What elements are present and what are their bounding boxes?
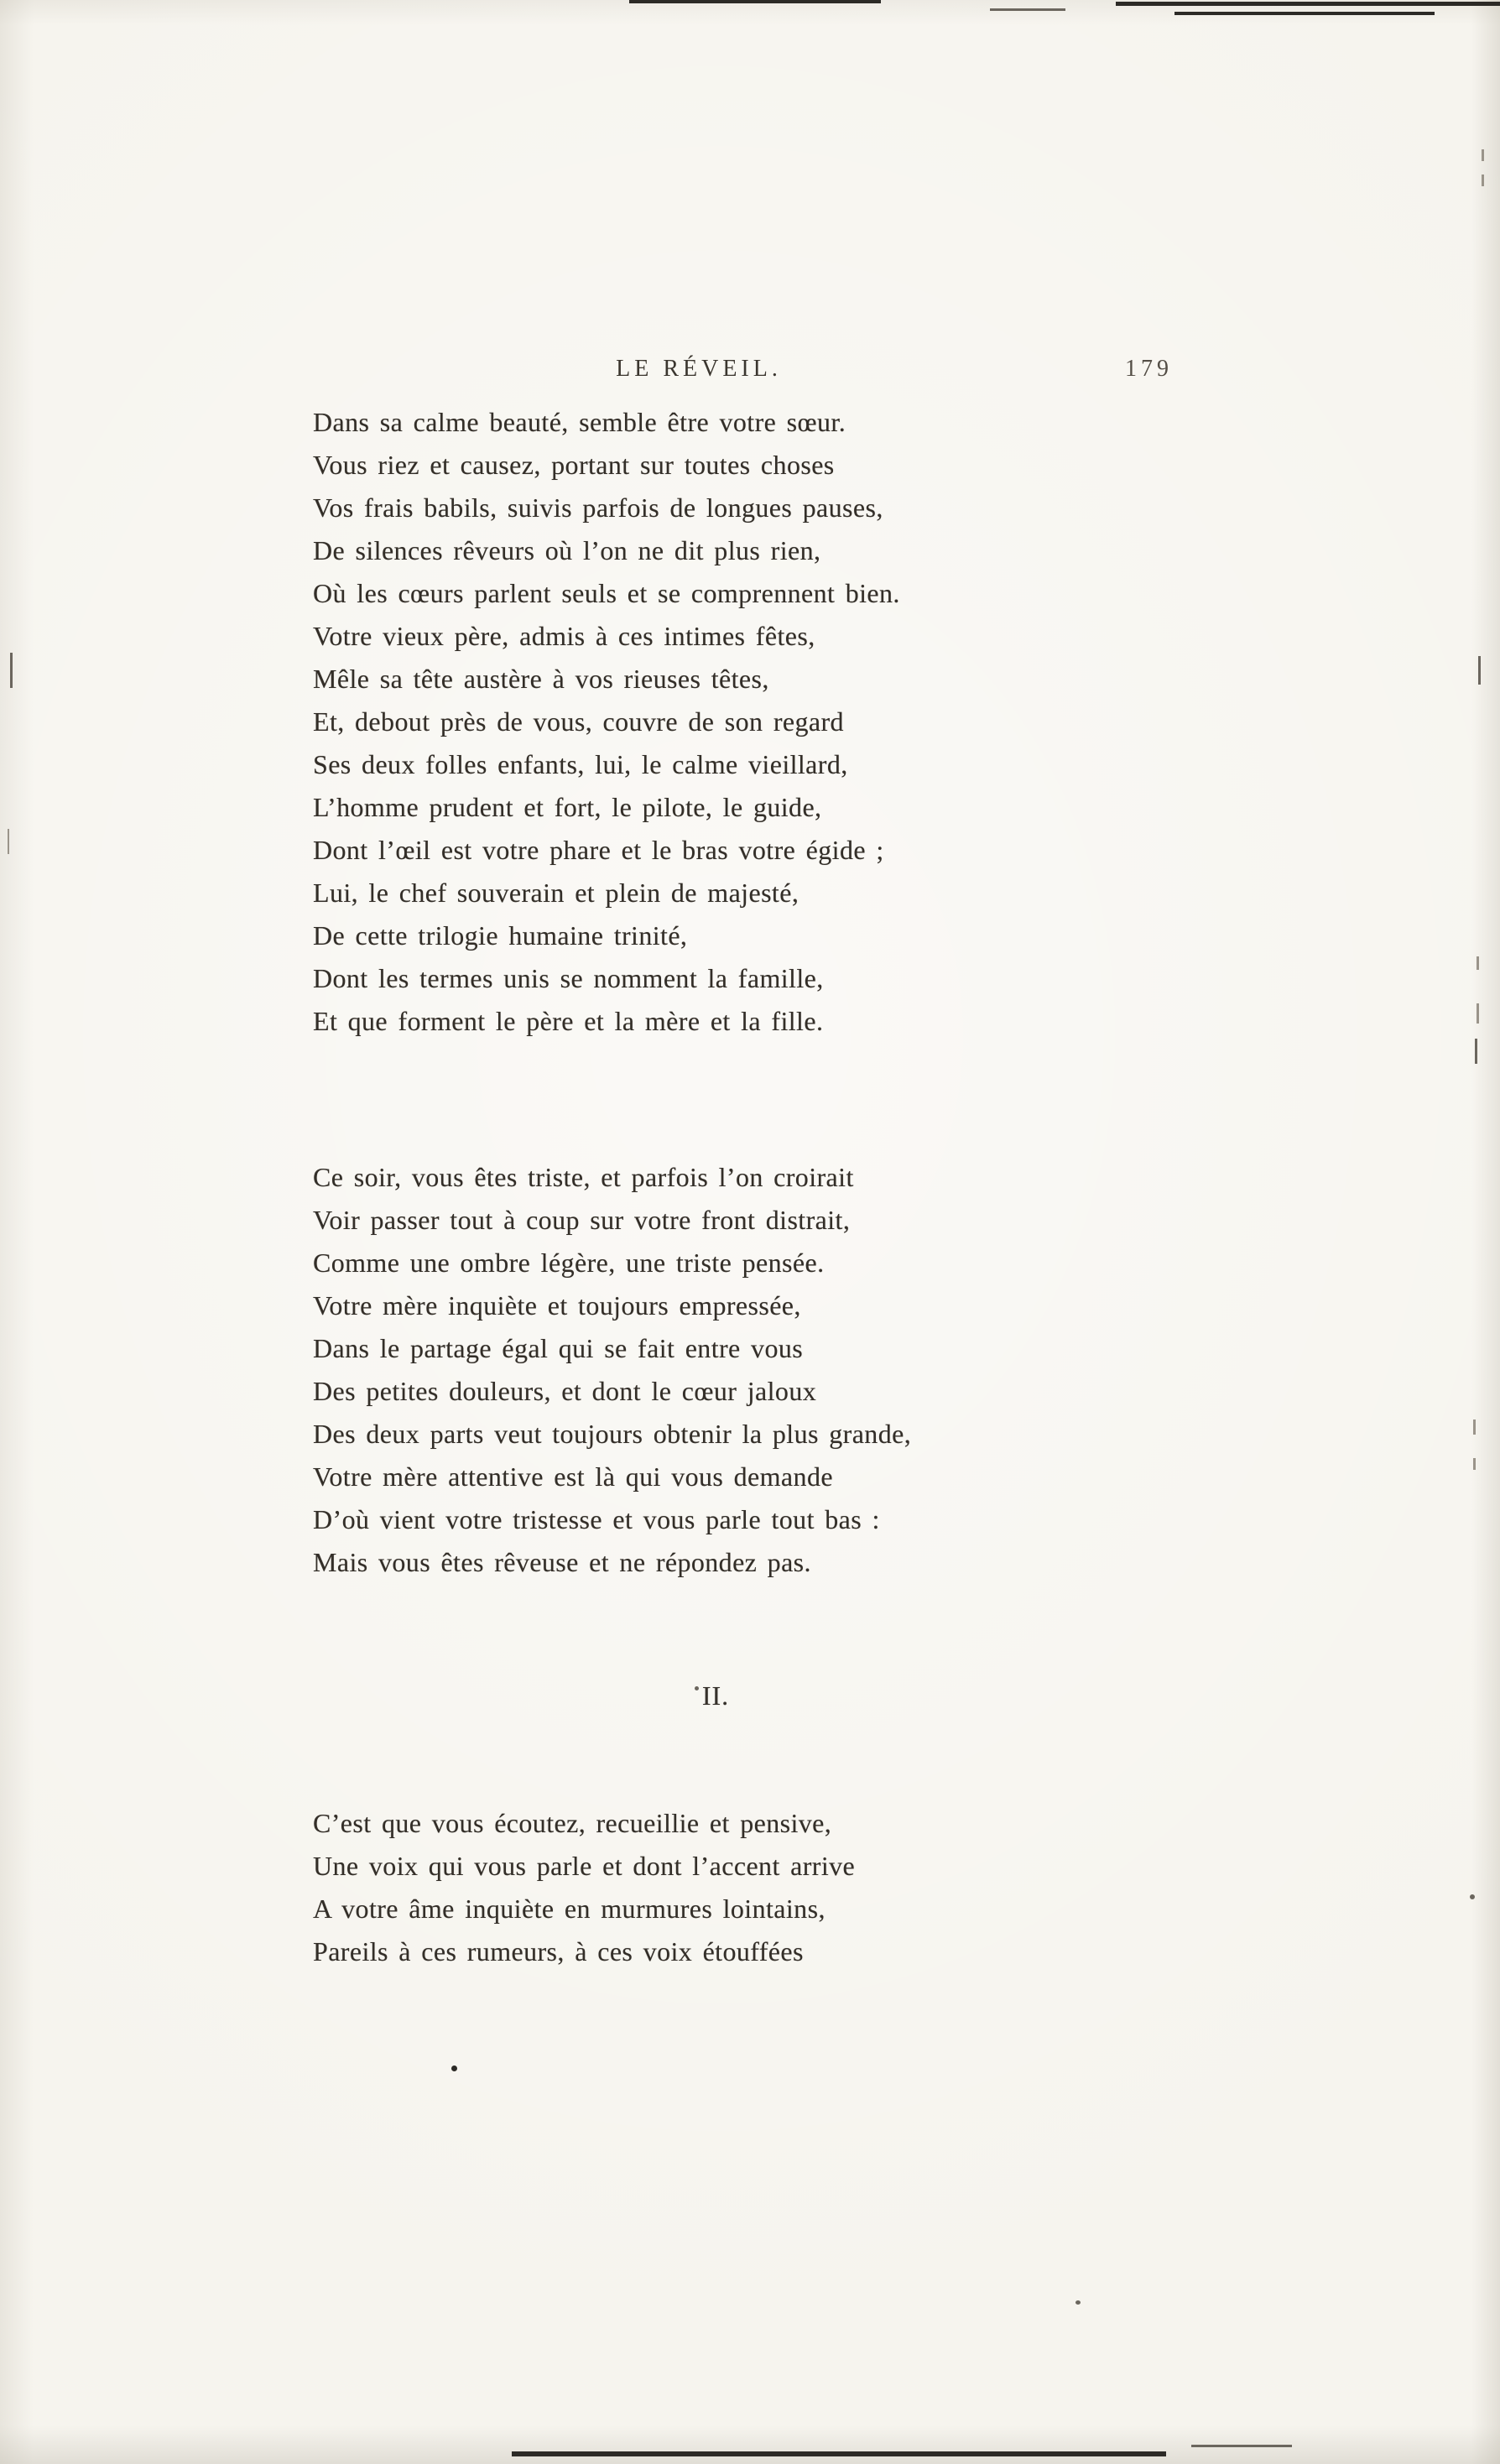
poem-line: Dont les termes unis se nomment la famille, [313,963,824,993]
poem-line: L’homme prudent et fort, le pilote, le guide, [313,792,822,822]
poem-line: Comme une ombre légère, une triste pensée. [313,1248,825,1278]
poem-line: Et, debout près de vous, couvre de son regard [313,706,844,737]
scan-artifact [1116,2,1500,6]
poem-line: Ce soir, vous êtes triste, et parfois l’on croirait [313,1162,854,1192]
poem-line: Mêle sa tête austère à vos rieuses têtes, [313,664,769,694]
stanza-1 [313,401,1219,1043]
poem-line: A votre âme inquiète en murmures lointains, [313,1894,826,1924]
scan-artifact [1482,149,1484,161]
poem-line: Et que forment le père et la mère et la fille. [313,1006,824,1036]
scan-artifact [990,8,1065,11]
poem-line: Voir passer tout à coup sur votre front distrait, [313,1205,851,1235]
poem-line: Ses deux folles enfants, lui, le calme vieillard, [313,749,848,779]
poem-line: De silences rêveurs où l’on ne dit plus rien, [313,535,821,565]
scan-artifact [10,653,13,688]
poem-line: Votre mère attentive est là qui vous demande [313,1461,833,1492]
poem-line: D’où vient votre tristesse et vous parle tout bas : [313,1504,880,1534]
page-header [313,356,1177,389]
scan-artifact [1482,175,1484,186]
scan-artifact [1174,12,1435,15]
poem-line: Votre vieux père, admis à ces intimes fêtes, [313,621,815,651]
poem-line: Lui, le chef souverain et plein de majesté, [313,878,799,908]
scan-artifact [1473,1458,1476,1470]
scan-artifact [512,2451,1166,2456]
poem-line: Dont l’œil est votre phare et le bras votre égide ; [313,835,884,865]
poem-line: Votre mère inquiète et toujours empressée, [313,1290,801,1321]
poem-line: De cette trilogie humaine trinité, [313,920,688,951]
scan-artifact [1191,2445,1292,2447]
poem-line: Vos frais babils, suivis parfois de longues pauses, [313,492,883,523]
page-number: 179 [1125,356,1173,382]
poem-line: Pareils à ces rumeurs, à ces voix étouffées [313,1936,804,1967]
stanza-2 [313,1156,1219,1584]
poem-line: Où les cœurs parlent seuls et se comprennent bien. [313,578,900,608]
poem-line: Des deux parts veut toujours obtenir la plus grande, [313,1419,912,1449]
poem-line: Vous riez et causez, portant sur toutes choses [313,450,835,480]
scan-artifact [629,0,881,3]
scan-artifact [451,2065,457,2071]
poem-line: Une voix qui vous parle et dont l’accent arrive [313,1851,856,1881]
stanza-3 [313,1802,1219,1973]
section-heading: II. [701,1680,730,1711]
scan-artifact [1473,1420,1476,1435]
running-title: LE RÉVEIL. [616,356,782,382]
scan-artifact [1475,1039,1477,1064]
poem-line: C’est que vous écoutez, recueillie et pensive, [313,1808,832,1838]
scan-artifact [1477,956,1479,970]
scan-artifact [1478,656,1481,685]
scan-artifact [8,829,9,854]
poem-line: Mais vous êtes rêveuse et ne répondez pas. [313,1547,811,1577]
scan-artifact [1076,2300,1081,2305]
scan-artifact [695,1686,699,1690]
scan-artifact [1470,1894,1475,1899]
poem-line: Des petites douleurs, et dont le cœur jaloux [313,1376,817,1406]
scan-artifact [1477,1003,1479,1024]
poem-line: Dans sa calme beauté, semble être votre sœur. [313,407,846,437]
poem-line: Dans le partage égal qui se fait entre vous [313,1333,804,1363]
